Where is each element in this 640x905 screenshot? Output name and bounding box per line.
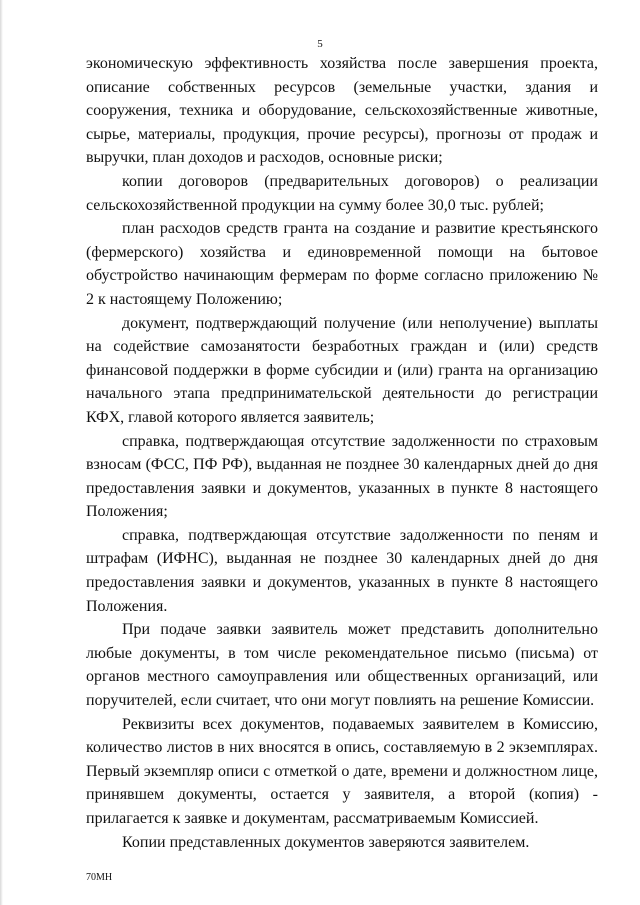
footer-code: 70МН [86, 872, 113, 883]
paragraph-payment-confirmation: документ, подтверждающий получение (или неполучение) выплаты на содействие самозанятости безработных граждан и (или) средств финансовой поддержки в форме субсидии и (или) гранта на организацию начального этапа предпринимательской деятельности до регистрации КФХ, главой которого является заявитель; [86, 314, 598, 426]
paragraph-insurance-debt-certificate: справка, подтверждающая отсутствие задолженности по страховым взносам (ФСС, ПФ РФ), выданная не позднее 30 календарных дней до дня предоставления заявки и документов, указанных в пункте 8 настоящего Положения; [86, 432, 598, 521]
paragraph-document-inventory: Реквизиты всех документов, подаваемых заявителем в Комиссию, количество листов в них вносятся в опись, составляемую в 2 экземплярах. Первый экземпляр описи с отметкой о дате, времени и должностном лице, принявшем документы, остается у заявителя, а второй (копия) - прилагается к заявке и документам, рассматриваемым Комиссией. [86, 715, 598, 827]
paragraph-additional-documents: При подаче заявки заявитель может представить дополнительно любые документы, в том числе рекомендательное письмо (письма) от органов местного самоуправления или общественных организаций, или поручителей, если считает, что они могут повлиять на решение Комиссии. [86, 621, 598, 710]
scan-edge-shadow [0, 0, 3, 905]
paragraph-copies-certification: Копии представленных документов заверяются заявителем. [122, 833, 530, 851]
page-number: 5 [317, 38, 323, 50]
paragraph-tax-debt-certificate: справка, подтверждающая отсутствие задолженности по пеням и штрафам (ИФНС), выданная не позднее 30 календарных дней до дня предоставления заявки и документов, указанных в пункте 8 настоящего Положения. [86, 526, 598, 615]
paragraph-continuation: экономическую эффективность хозяйства после завершения проекта, описание собственных ресурсов (земельные участки, здания и сооружения, техника и оборудование, сельскохозяйственные животные, сырье, материалы, продукция, прочие ресурсы), прогнозы от продаж и выручки, план доходов и расходов, основные риски; [86, 55, 598, 167]
paragraph-contracts-copies: копии договоров (предварительных договоров) о реализации сельскохозяйственной продукции на сумму более 30,0 тыс. рублей; [86, 172, 598, 214]
paragraph-grant-expense-plan: план расходов средств гранта на создание и развитие крестьянского (фермерского) хозяйства и единовременной помощи на бытовое обустройство начинающим фермерам по форме согласно приложению № 2 к настоящему Положению; [86, 220, 598, 308]
document-body [86, 52, 598, 854]
